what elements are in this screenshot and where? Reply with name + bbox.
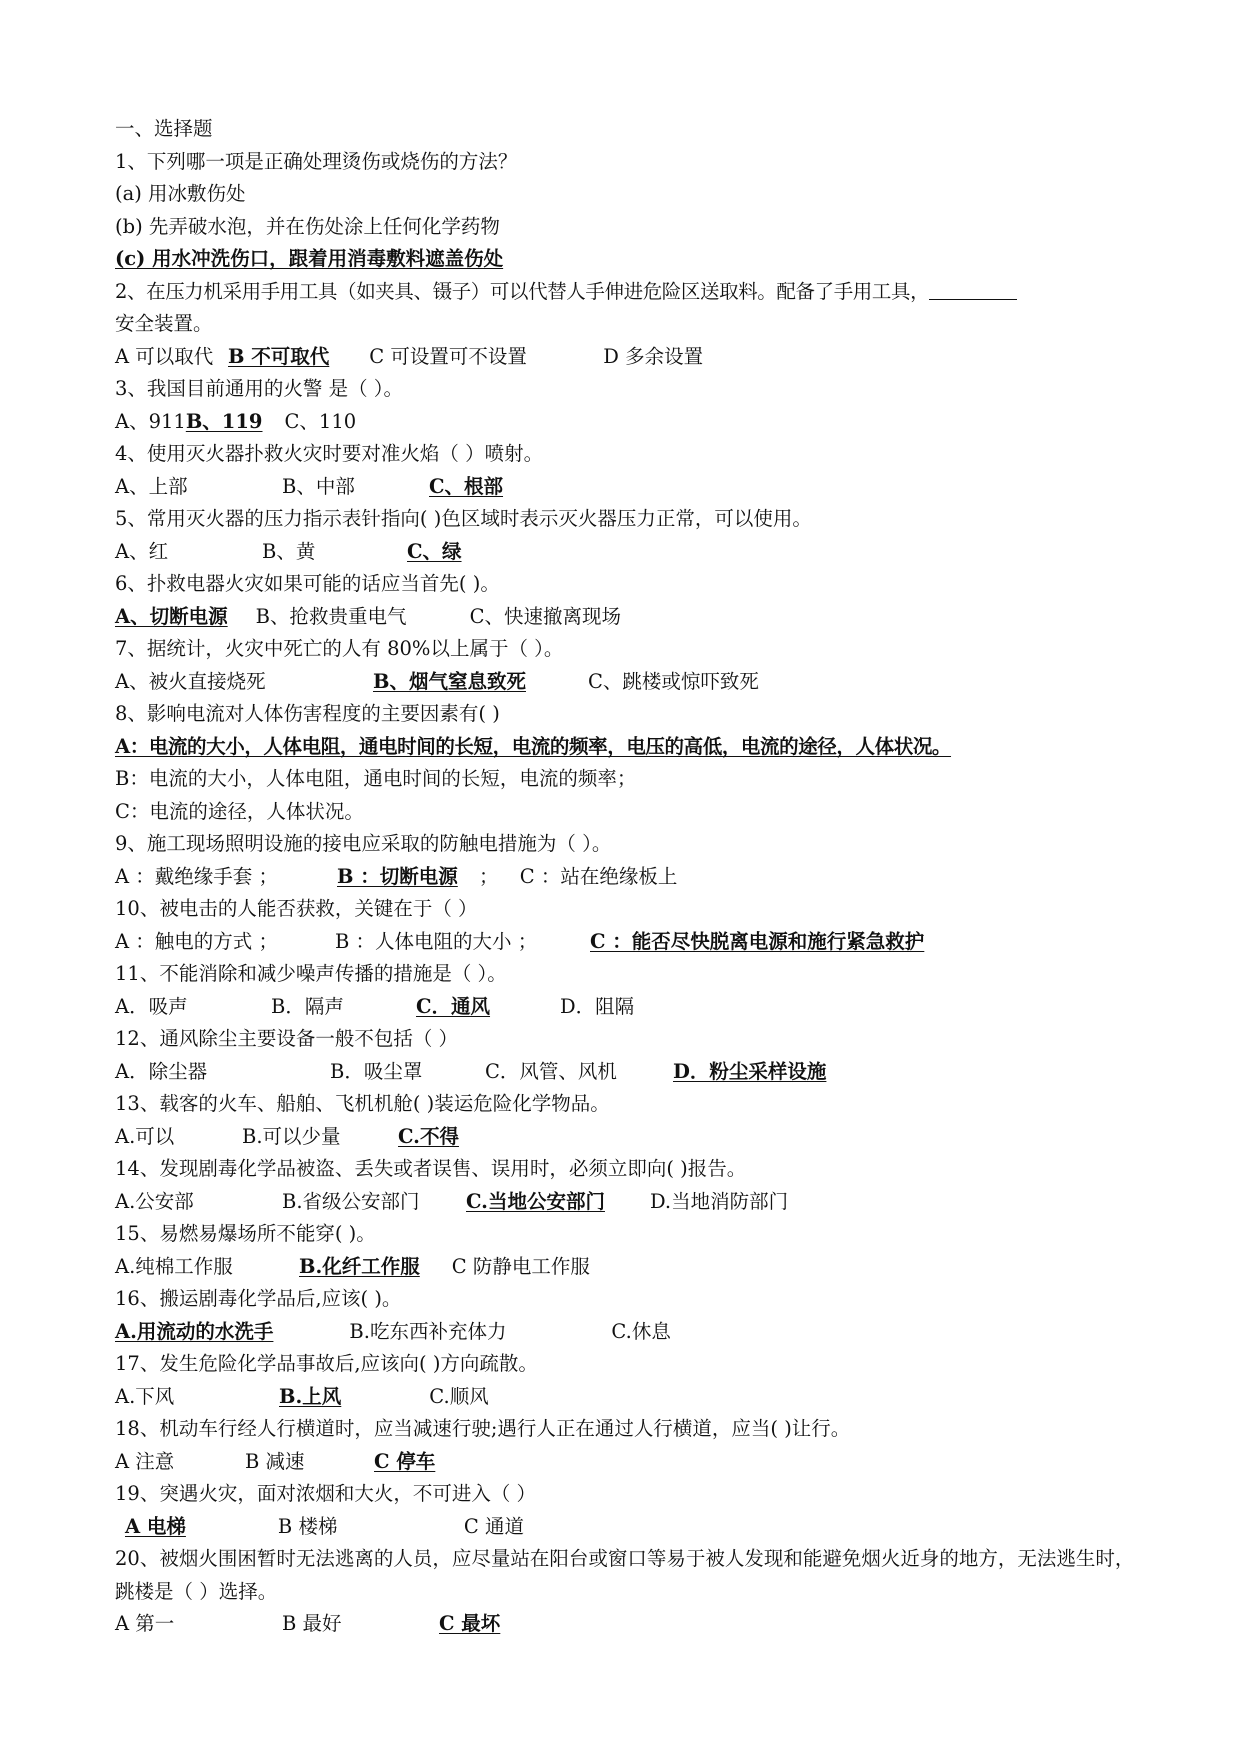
q14-option-a: A.公安部 [115, 1189, 194, 1213]
q7-option-a: A、被火直接烧死 [115, 669, 266, 693]
q1-option-a: (a) 用冰敷伤处 [115, 182, 246, 205]
q12-options [115, 1056, 1135, 1089]
section-title: 一、选择题 [115, 117, 213, 140]
q19-option-c: C 通道 [463, 1514, 525, 1538]
q8-option-b: B：电流的大小，人体电阻，通电时间的长短，电流的频率； [115, 767, 637, 790]
q13-option-a: A.可以 [115, 1124, 175, 1148]
question-15: 15、易燃易爆场所不能穿( )。 [115, 1222, 376, 1245]
q9-option-a: A ：戴绝缘手套 ； [115, 864, 278, 888]
q2-option-d: D 多余设置 [603, 344, 704, 368]
q17-option-c: C.顺风 [429, 1384, 489, 1408]
question-12: 12、通风除尘主要设备一般不包括（ ） [115, 1027, 459, 1050]
q12-option-b: B．吸尘罩 [330, 1059, 423, 1083]
q5-options [115, 536, 1135, 569]
q18-option-c-answer: C 停车 [374, 1449, 436, 1473]
q9-option-c: C ：站在绝缘板上 [519, 864, 678, 888]
q11-options [115, 991, 1135, 1024]
q9-option-b-suffix: ； [479, 864, 499, 888]
q20-option-c-answer: C 最坏 [439, 1612, 501, 1635]
q18-options [115, 1446, 1135, 1479]
question-1: 1、下列哪一项是正确处理烫伤或烧伤的方法？ [115, 149, 518, 173]
q2-option-c: C 可设置可不设置 [369, 344, 527, 368]
q17-option-b-answer: B.上风 [279, 1384, 342, 1408]
q15-option-a: A.纯棉工作服 [115, 1254, 233, 1278]
q16-option-b: B.吃东西补充体力 [349, 1319, 507, 1343]
q11-option-b: B．隔声 [271, 994, 344, 1018]
q13-options [115, 1121, 1135, 1154]
q3-option-b-answer: B、119 [185, 409, 263, 433]
q3-options [115, 406, 1135, 439]
q6-options [115, 601, 1135, 634]
q13-option-b: B.可以少量 [242, 1124, 341, 1148]
q14-option-b: B.省级公安部门 [282, 1189, 420, 1213]
answer-blank [929, 279, 1017, 300]
q5-option-a: A、红 [115, 539, 169, 563]
question-9: 9、施工现场照明设施的接电应采取的防触电措施为（ ）。 [115, 832, 612, 855]
question-4: 4、使用灭火器扑救火灾时要对准火焰（ ）喷射。 [115, 442, 544, 465]
q20-option-a: A 第一 [115, 1612, 175, 1635]
q10-option-c-answer: C ：能否尽快脱离电源和施行紧急救护 [590, 929, 925, 953]
question-18: 18、机动车行经人行横道时，应当减速行驶;遇行人正在通过人行横道，应当( )让行。 [115, 1417, 851, 1440]
question-6: 6、扑救电器火灾如果可能的话应当首先( )。 [115, 572, 500, 595]
question-7: 7、据统计，火灾中死亡的人有 80%以上属于（ ）。 [115, 637, 564, 660]
q14-option-d: D.当地消防部门 [649, 1189, 789, 1213]
q2-option-b-answer: B 不可取代 [228, 344, 330, 368]
q7-options [115, 666, 1135, 699]
q11-option-d: D．阻隔 [560, 994, 635, 1018]
q17-option-a: A.下风 [115, 1384, 175, 1408]
q20-option-b: B 最好 [282, 1612, 342, 1635]
q13-option-c-answer: C.不得 [398, 1124, 459, 1148]
q11-option-c-answer: C．通风 [416, 994, 491, 1018]
q12-option-c: C．风管、风机 [485, 1059, 617, 1083]
q8-option-a-answer: A：电流的大小，人体电阻，通电时间的长短，电流的频率，电压的高低，电流的途径，人体状况。 [115, 734, 952, 758]
question-11: 11、不能消除和减少噪声传播的措施是（ ）。 [115, 962, 507, 985]
q5-option-c-answer: C、绿 [407, 539, 462, 563]
document-page [115, 113, 1135, 1641]
question-16: 16、搬运剧毒化学品后,应该( )。 [115, 1287, 402, 1310]
q2-options [115, 341, 1135, 374]
q3-option-c: C、110 [284, 409, 357, 433]
q1-option-c-answer: (c) 用水冲洗伤口，跟着用消毒敷料遮盖伤处 [115, 247, 504, 270]
question-8: 8、影响电流对人体伤害程度的主要因素有( ) [115, 702, 500, 725]
q14-option-c-answer: C.当地公安部门 [466, 1189, 605, 1213]
question-2: 2、在压力机采用手用工具（如夹具、镊子）可以代替人手伸进危险区送取料。配备了手用工具， [115, 276, 1135, 309]
q16-options [115, 1316, 1135, 1349]
q12-option-a: A．除尘器 [115, 1059, 208, 1083]
question-2-cont: 安全装置。 [115, 312, 213, 335]
q8-option-c: C：电流的途径，人体状况。 [115, 799, 364, 823]
q15-options [115, 1251, 1135, 1284]
q10-option-b: B ：人体电阻的大小 ； [335, 929, 538, 953]
q7-option-b-answer: B、烟气窒息致死 [373, 669, 526, 693]
q7-option-c: C、跳楼或惊吓致死 [587, 669, 759, 693]
q2-option-a: A 可以取代 [115, 344, 214, 368]
question-20: 20、被烟火围困暂时无法逃离的人员，应尽量站在阳台或窗口等易于被人发现和能避免烟火近身的地方，无法逃生时，跳楼是（ ）选择。 [115, 1547, 1135, 1603]
question-19: 19、突遇火灾，面对浓烟和大火，不可进入（ ） [115, 1482, 537, 1505]
q14-options [115, 1186, 1135, 1219]
q12-option-d-answer: D．粉尘采样设施 [673, 1059, 827, 1083]
q4-options [115, 471, 1135, 504]
q9-options [115, 861, 1135, 894]
q4-option-a: A、上部 [115, 474, 188, 498]
q19-options [115, 1511, 1135, 1544]
q6-option-a-answer: A、切断电源 [115, 604, 228, 628]
question-14: 14、发现剧毒化学品被盗、丢失或者误售、误用时，必须立即向( )报告。 [115, 1157, 747, 1180]
q6-option-b: B、抢救贵重电气 [255, 604, 407, 628]
q4-option-c-answer: C、根部 [429, 474, 504, 498]
q15-option-c: C 防静电工作服 [451, 1254, 590, 1278]
q10-option-a: A ：触电的方式 ； [115, 929, 278, 953]
question-5: 5、常用灭火器的压力指示表针指向( )色区域时表示灭火器压力正常，可以使用。 [115, 507, 812, 530]
question-3: 3、我国目前通用的火警 是（ ）。 [115, 377, 404, 400]
question-17: 17、发生危险化学品事故后,应该向( )方向疏散。 [115, 1352, 538, 1375]
q4-option-b: B、中部 [282, 474, 355, 498]
q10-options [115, 926, 1135, 959]
q16-option-c: C.休息 [611, 1319, 671, 1343]
q19-option-b: B 楼梯 [277, 1514, 338, 1538]
q19-option-a-answer: A 电梯 [125, 1514, 186, 1538]
q11-option-a: A．吸声 [115, 994, 188, 1018]
q16-option-a-answer: A.用流动的水洗手 [115, 1319, 274, 1343]
q15-option-b-answer: B.化纤工作服 [299, 1254, 420, 1278]
question-13: 13、载客的火车、船舶、飞机机舱( )装运危险化学物品。 [115, 1092, 610, 1115]
q5-option-b: B、黄 [262, 539, 316, 563]
q20-options [115, 1608, 1135, 1641]
q3-option-a: A、911 [115, 409, 186, 433]
q18-option-a: A 注意 [115, 1449, 175, 1473]
q9-option-b-answer: B ：切断电源 [337, 864, 458, 888]
q18-option-b: B 减速 [245, 1449, 305, 1473]
q6-option-c: C、快速撤离现场 [469, 604, 622, 628]
q17-options [115, 1381, 1135, 1414]
question-10: 10、被电击的人能否获救，关键在于（ ） [115, 897, 478, 920]
q1-option-b: (b) 先弄破水泡，并在伤处涂上任何化学药物 [115, 214, 500, 238]
